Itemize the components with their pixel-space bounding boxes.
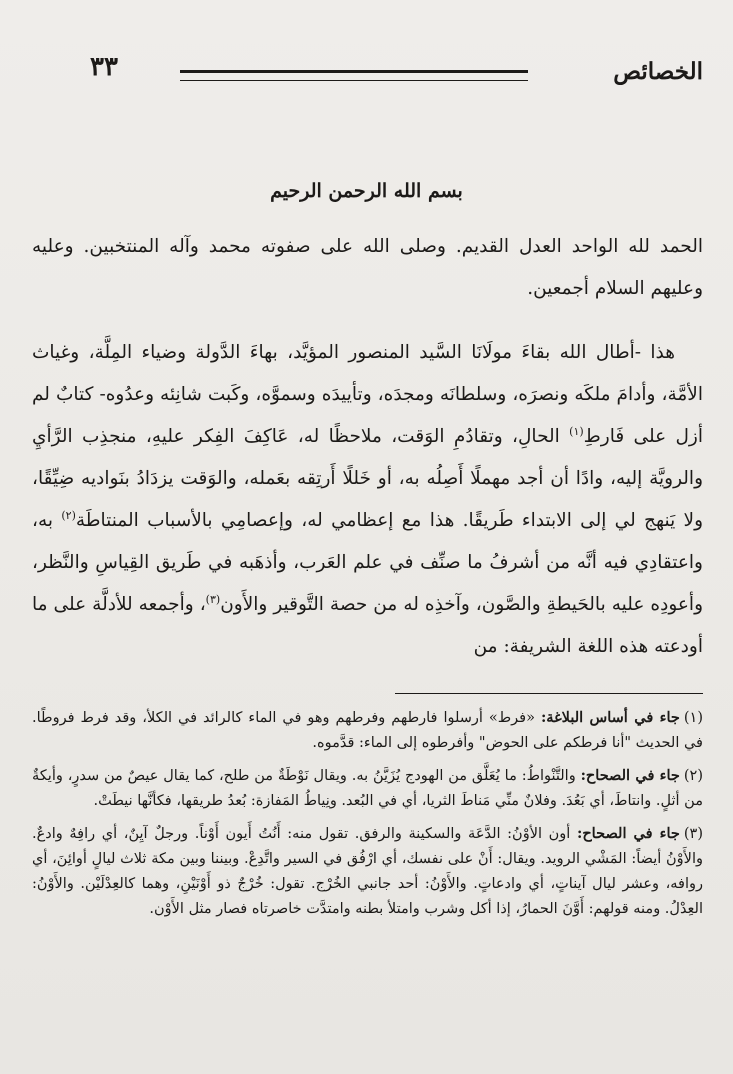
footnote-source: جاء في الصحاح: bbox=[580, 767, 680, 784]
footnote-text: والتَّنْواطُ: ما يُعَلَّق من الهودج يُزَيَّنُ به. ويقال نَوْطَةٌ من طلح، كما يقال عيصٌ من سدرٍ، وأيكةٌ من أثلٍ. وانتاطَ، أي بَعُدَ. وفلانٌ منِّي مَناطَ الثريا، أي في البُعد. ونِياطُ المَفازة: بُعدُ طريقها، فكأنَّها نيطَتْ. bbox=[32, 768, 703, 809]
header-rule-thin bbox=[180, 80, 528, 81]
footnote-separator bbox=[395, 693, 703, 694]
text-segment: به، واعتقادِي فيه أنَّه من أشرفُ ما صنِّف في علم العَرب، وأذهَبه في طَريق القِياسِ والنَّظر، وأعودِه عليه بالحَيطةِ والصَّون، وآخذِه له من حصة التَّوقير والأَون bbox=[32, 510, 704, 615]
main-text bbox=[32, 226, 703, 668]
footnote-3 bbox=[32, 821, 703, 922]
footnote-source: جاء في الصحاح: bbox=[576, 825, 680, 842]
footnote-1 bbox=[32, 705, 703, 756]
footnote-mark: (١) bbox=[683, 710, 703, 726]
footnote-mark: (٣) bbox=[683, 826, 703, 842]
text-segment: الحالِ، وتقادُمِ الوَقت، ملاحظًا له، عَاكِفَ الفِكر عليهِ، منجذِب الرَّأيِ والرويَّة إليه، وادًا أن أجد مهملًا أَصِلُه به، أو خَللًا أَرتِقه بعَمله، والوَقت يزدَادُ بنَواديه ضِيِّقًا، ولا يَنهج لي إلى الابتداء طَريقًا. هذا مع إعظامي له، وإعصامِي بالأسباب المنتاطَة bbox=[32, 426, 704, 531]
paragraph-opening: الحمد لله الواحد العدل القديم. وصلى الله على صفوته محمد وآله المنتخبين. وعليه وعليهم السلام أجمعين. bbox=[32, 236, 703, 299]
footnotes bbox=[32, 705, 703, 929]
basmala: بسم الله الرحمن الرحيم bbox=[270, 180, 463, 202]
footnote-2 bbox=[32, 763, 703, 814]
footnote-text: «فرط» أرسلوا فارطهم وفرطهم وهو في الماء كالرائد في الكلأ، وقد فرط فروطًا. في الحديث "أنا فرطكم على الحوض" وأفرطوه إلى الماء: قدَّموه. bbox=[32, 710, 703, 751]
page-number: ٣٣ bbox=[90, 52, 118, 82]
header-rule bbox=[180, 70, 528, 73]
text-segment: ، وأجمعه للأدلَّة على ما أودعته هذه اللغة الشريفة: من bbox=[32, 594, 703, 657]
footnote-text: أون الأوْنُ: الدَّعَة والسكينة والرفق. تقول منه: أَنُتُ أَيون أَوْناً. ورجلٌ آيِنٌ، أي رافِهٌ وادعٌ. والأَوْنُ أيضاً: المَشْي الرويد. ويقال: أَنْ على نفسك، أي ارْفُق في السير واتَّدِعْ. وبيننا وبين مكة ثلاث ليالٍ أوائِنَ، أي روافه، وعشر ليال آيناتٍ، أي وادعاتٍ. والأَوْنُ: أحد جانبي الخُرْج. تقول: خُرْجٌ ذو أَوْنَيْنِ، وهما كالعِدْلَيْن. والأَوْنُ: العِدْلُ. ومنه قولهم: أَوَّنَ الحمارُ، إذا أكل وشرب وامتلأ بطنه وامتدَّت خاصرتاه فصار مثل الأَوْن. bbox=[32, 826, 703, 917]
footnote-ref-2[interactable]: (٢) bbox=[61, 508, 76, 522]
footnote-mark: (٢) bbox=[683, 768, 704, 784]
paragraph-dedication bbox=[32, 332, 703, 668]
footnote-source: جاء في أساس البلاغة: bbox=[540, 709, 680, 726]
text-segment: هذا -أطال الله بقاءَ مولَانَا السَّيد المنصور المؤيَّد، بهاءَ الدَّولة وضياء المِلَّة، وغياث الأمَّة، وأدامَ ملكَه ونصرَه، وسلطانَه ومجدَه، وتأييدَه وسموَّه، وكَبت شانِئه وعدُوه- كتابٌ لم أزل على فَارطِ bbox=[32, 342, 703, 447]
running-title: الخصائص bbox=[613, 58, 703, 85]
footnote-ref-3[interactable]: (٣) bbox=[205, 592, 221, 606]
page-header bbox=[90, 52, 703, 92]
footnote-ref-1[interactable]: (١) bbox=[569, 424, 584, 438]
